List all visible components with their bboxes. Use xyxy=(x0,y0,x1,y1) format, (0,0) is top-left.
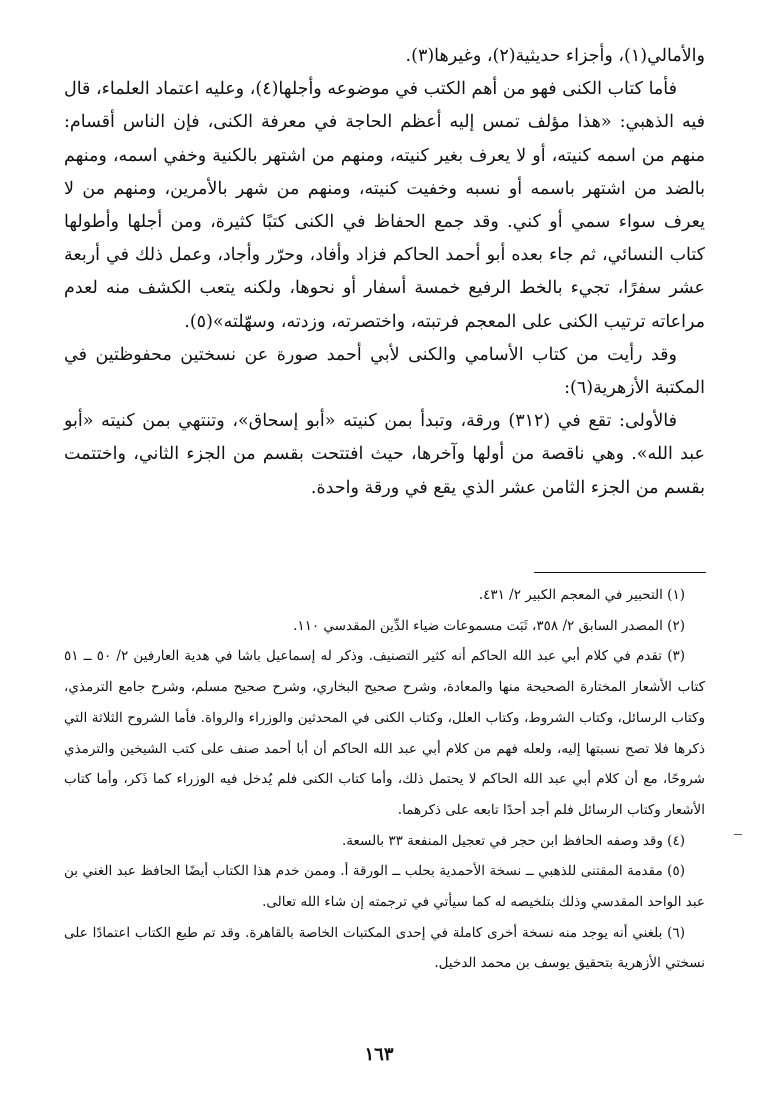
margin-mark xyxy=(734,834,742,835)
footnotes xyxy=(64,580,705,979)
paragraph-2: فأما كتاب الكنى فهو من أهم الكتب في موضوعه وأجلها(٤)، وعليه اعتماد العلماء، قال فيه الذهبي: «هذا مؤلف تمس إليه أعظم الحاجة في معرفة الكنى، فإن الناس أقسام: منهم من اسمه كنيته، أو لا يعرف بغير كنيته، ومنهم من اشتهر بالكنية وخفي اسمه، ومنهم بالضد من اشتهر باسمه أو نسبه وخفيت كنيته، ومنهم من شهر بالأمرين، ومنهم من لا يعرف سواء سمي أو كني. وقد جمع الحفاظ في الكنى كتبًا كثيرة، ومن أجلها وأطولها كتاب النسائي، ثم جاء بعده أبو أحمد الحاكم فزاد وأفاد، وحرّر وأجاد، وعمل ذلك في أربعة عشر سفرًا، تجيء بالخط الرفيع خمسة أسفار أو نحوها، ولكنه يتعب الكشف منه لعدم مراعاته ترتيب الكنى على المعجم فرتبته، واختصرته، وزدته، وسهّلته»(٥). xyxy=(64,79,705,332)
footnote-1: (١) التحبير في المعجم الكبير ٢/ ٤٣١. xyxy=(478,587,685,603)
paragraph-4: فالأولى: تقع في (٣١٢) ورقة، وتبدأ بمن كنيته «أبو إسحاق»، وتنتهي بمن كنيته «أبو عبد الله». وهي ناقصة من أولها وآخرها، حيث افتتحت بقسم من الجزء الثاني، واختتمت بقسم من الجزء الثامن عشر الذي يقع في ورقة واحدة. xyxy=(64,411,705,498)
footnote-4: (٤) وقد وصفه الحافظ ابن حجر في تعجيل المنفعة ٣٣ بالسعة. xyxy=(342,832,685,849)
paragraph-1: والأمالي(١)، وأجزاء حديثية(٢)، وغيرها(٣). xyxy=(405,46,705,66)
footnote-separator xyxy=(534,572,706,573)
footnote-5: (٥) مقدمة المقتنى للذهبي ــ نسخة الأحمدية بحلب ــ الورقة أ. وممن خدم هذا الكتاب أيضًا الحافظ عبد الغني بن عبد الواحد المقدسي وذلك بتلخيصه له كما سيأتي في ترجمته إن شاء الله تعالى. xyxy=(64,863,705,911)
page-number: ١٦٣ xyxy=(364,1044,394,1065)
footnote-3: (٣) تقدم في كلام أبي عبد الله الحاكم أنه كثير التصنيف. وذكر له إسماعيل باشا في هدية العارفين ٢/ ٥٠ ــ ٥١ كتاب الأشعار المختارة الصحيحة منها والمعادة، وشرح صحيح البخاري، وشرح صحيح مسلم، وشرح جامع الترمذي، وكتاب الرسائل، وكتاب الشروط، وكتاب العلل، وكتاب الكنى في المحدثين والوزراء والرواة. فأما الشروح الثلاثة التي ذكرها فلا تصح نسبتها إليه، ولعله فهم من كلام أبي عبد الله الحاكم أن أبا أحمد صنف على كتب الشيخين والترمذي شروحًا، مع أن كلام أبي عبد الله الحاكم لا يحتمل ذلك، وأما كتاب الكنى فلم يُدخل فيه الوزراء كما ذَكر، وأما كتاب الأشعار وكتاب الرسائل فلم أجد أحدًا تابعه على ذكرهما. xyxy=(64,648,705,818)
main-text xyxy=(64,40,705,505)
paragraph-3: وقد رأيت من كتاب الأسامي والكنى لأبي أحمد صورة عن نسختين محفوظتين في المكتبة الأزهرية(٦): xyxy=(64,344,705,399)
footnote-2: (٢) المصدر السابق ٢/ ٣٥٨، ثَبَت مسموعات ضياء الدِّين المقدسي ١١٠. xyxy=(293,617,685,634)
footnote-6: (٦) بلغني أنه يوجد منه نسخة أخرى كاملة في إحدى المكتبات الخاصة بالقاهرة. وقد تم طبع الكتاب اعتمادًا على نسختي الأزهرية بتحقيق يوسف بن محمد الدخيل. xyxy=(64,924,705,972)
